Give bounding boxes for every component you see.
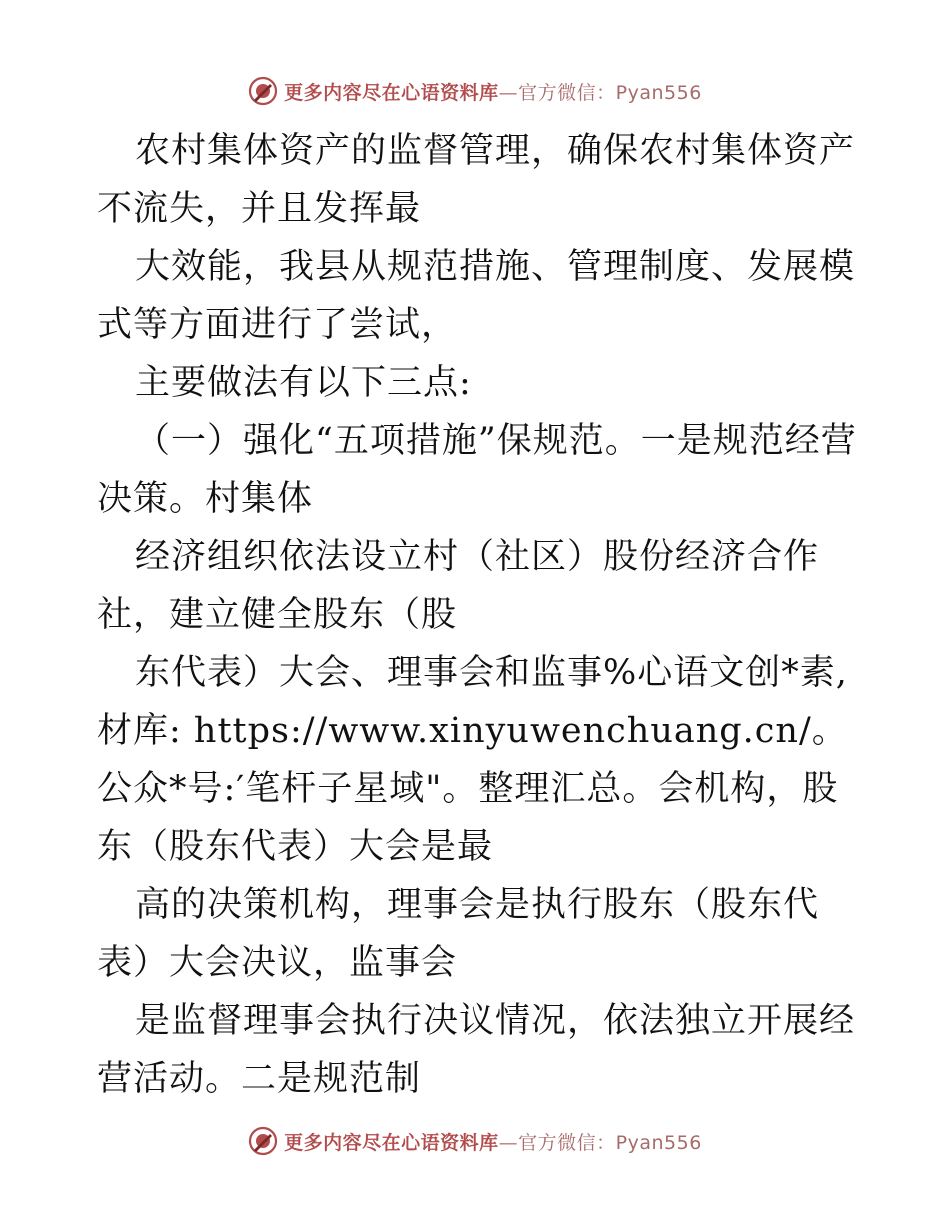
watermark-separator: — [498,1131,519,1154]
document-body [97,122,857,1108]
paragraph-3: 主要做法有以下三点: [135,363,472,403]
paragraph-1: 农村集体资产的监督管理，确保农村集体资产不流失，并且发挥最 [97,131,856,229]
watermark-contact: 官方微信：Pyan556 [518,81,702,104]
quill-logo-icon [248,1126,278,1156]
paragraph-5: 经济组织依法设立村（社区）股份经济合作社，建立健全股东（股 [97,537,820,635]
watermark-brand: 更多内容尽在心语资料库 [284,1131,499,1154]
watermark-separator: — [498,81,519,104]
watermark-brand: 更多内容尽在心语资料库 [284,81,499,104]
header-watermark [0,74,950,108]
paragraph-6: 东代表）大会、理事会和监事%心语文创*素,材库: https://www.xinyuwenchuang.cn/。公众*号:′笔杆子星域"。整理汇总。会机构，股东（股东代表）大会是最 [97,653,848,867]
watermark-contact: 官方微信：Pyan556 [518,1131,702,1154]
paragraph-4: （一）强化“五项措施”保规范。一是规范经营决策。村集体 [97,421,857,519]
footer-watermark [0,1124,950,1158]
paragraph-8: 是监督理事会执行决议情况，依法独立开展经营活动。二是规范制 [97,1001,856,1099]
paragraph-2: 大效能，我县从规范措施、管理制度、发展模式等方面进行了尝试， [97,247,856,345]
quill-logo-icon [248,76,278,106]
paragraph-7: 高的决策机构，理事会是执行股东（股东代表）大会决议，监事会 [97,885,820,983]
